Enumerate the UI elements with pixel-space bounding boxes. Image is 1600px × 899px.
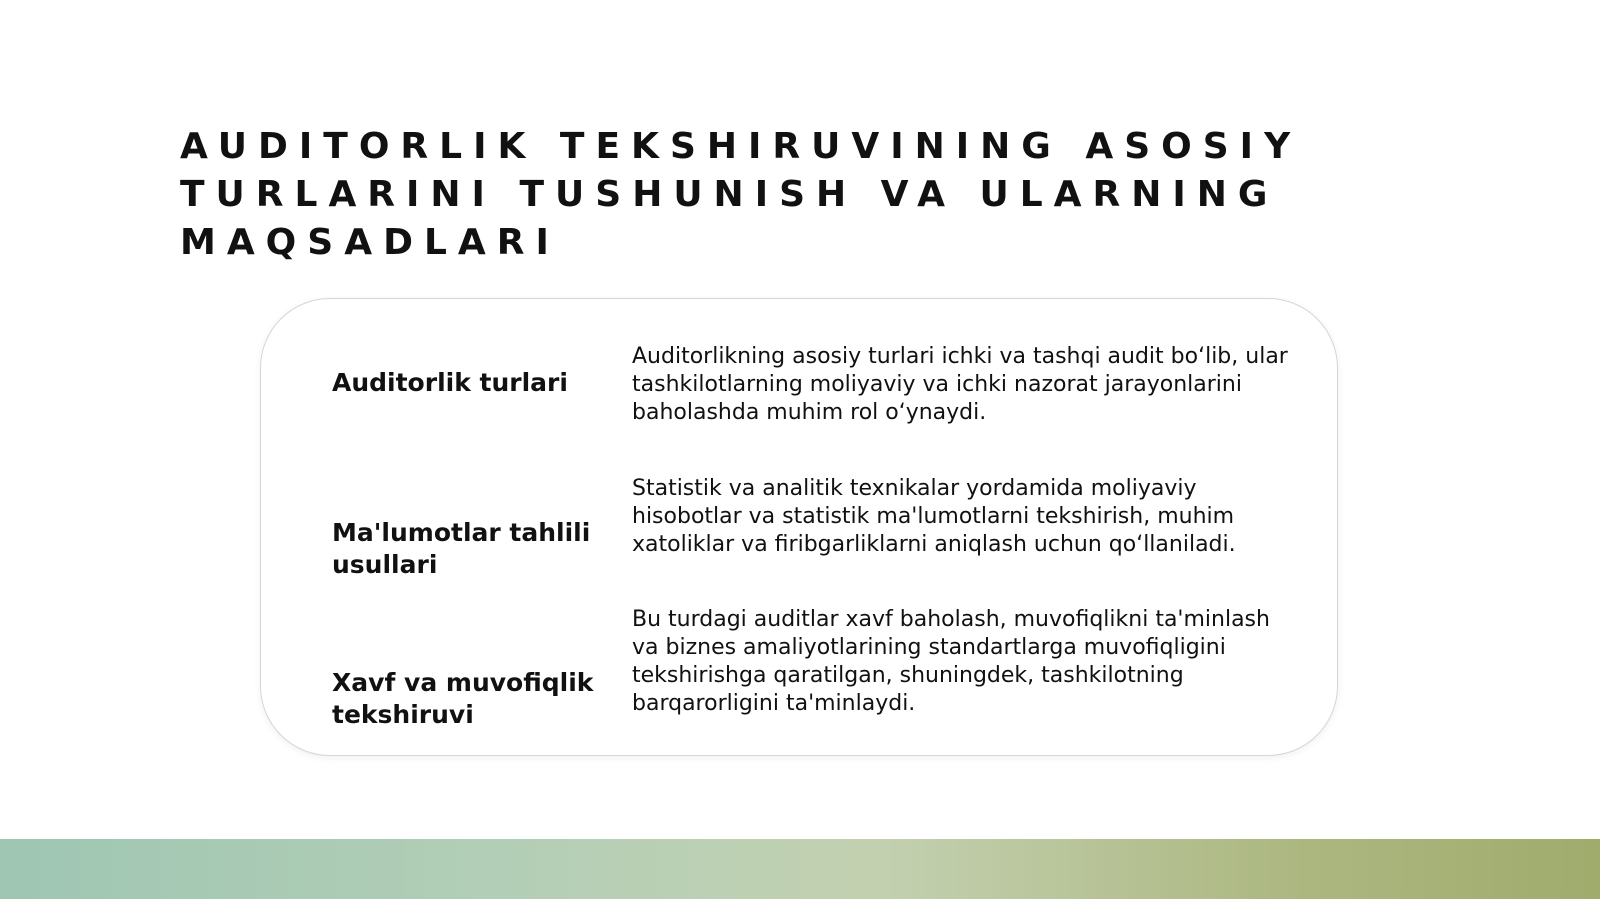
row-description-audit-types: Auditorlikning asosiy turlari ichki va tashqi audit bo‘lib, ular tashkilotlarning moliyaviy va ichki nazorat jarayonlarini baholashda muhim rol o‘ynaydi. (632, 344, 1288, 425)
row-label-data-analysis: Ma'lumotlar tahlili usullari (332, 518, 591, 579)
slide-title: AUDITORLIK TEKSHIRUVINING ASOSIY TURLARINI TUSHUNISH VA ULARNING MAQSADLARI (180, 126, 1302, 263)
row-label-audit-types: Auditorlik turlari (332, 368, 568, 397)
row-label-risk-compliance: Xavf va muvofiqlik tekshiruvi (332, 668, 594, 729)
footer-gradient-band (0, 839, 1600, 899)
row-description-risk-compliance: Bu turdagi auditlar xavf baholash, muvofiqlikni ta'minlash va biznes amaliyotlarining standartlarga muvofiqligini tekshirishga qaratilgan, shuningdek, tashkilotning barqarorligini ta'minlaydi. (632, 607, 1270, 716)
row-description-data-analysis: Statistik va analitik texnikalar yordamida moliyaviy hisobotlar va statistik ma'lumotlarni tekshirish, muhim xatoliklar va firibgarliklarni aniqlash uchun qo‘llaniladi. (632, 476, 1236, 557)
